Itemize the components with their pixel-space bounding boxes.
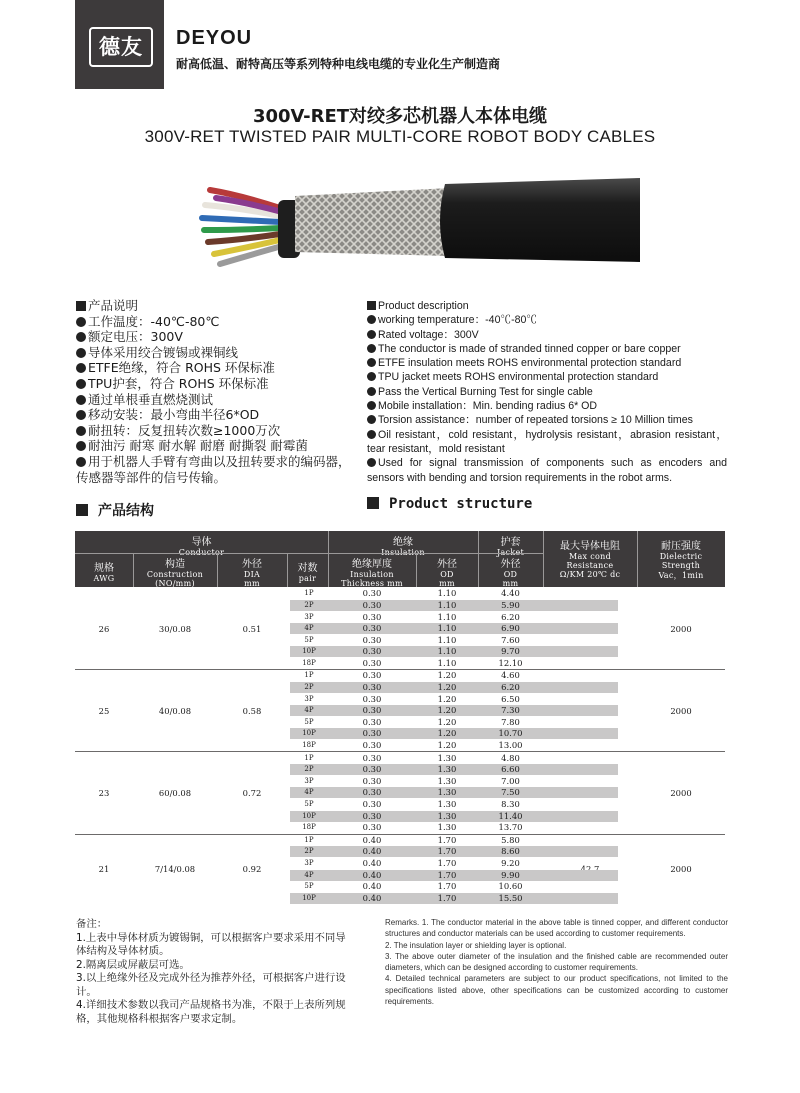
desc-en-item: TPU jacket meets ROHS environmental protection standard <box>367 370 727 384</box>
pair-cell: 10P <box>302 647 316 656</box>
table-row <box>290 682 618 693</box>
table-row <box>290 588 618 599</box>
table-row <box>290 705 618 716</box>
pair-cell: 2P <box>304 600 314 609</box>
jacket-od-cell: 13.00 <box>498 740 523 751</box>
insulation-od-cell: 1.20 <box>437 682 457 693</box>
desc-en-item: Pass the Vertical Burning Test for single cable <box>367 385 727 399</box>
thickness-cell: 0.30 <box>362 705 382 716</box>
insulation-od-cell: 1.10 <box>437 599 457 610</box>
insulation-od-cell: 1.30 <box>437 764 457 775</box>
desc-en-item: ETFE insulation meets ROHS environmental protection standard <box>367 356 727 370</box>
table-row <box>290 881 618 892</box>
table-row <box>290 658 618 669</box>
pair-cell: 18P <box>302 823 316 832</box>
bullet-icon <box>76 441 86 451</box>
table-row <box>290 717 618 728</box>
thickness-cell: 0.30 <box>362 822 382 833</box>
pair-cell: 10P <box>302 893 316 902</box>
desc-en-item: Rated voltage：300V <box>367 328 727 342</box>
remark-item: 2. The insulation layer or shielding layer is optional. <box>385 940 567 950</box>
table-row <box>290 623 618 634</box>
table-group <box>75 588 725 670</box>
jacket-od-cell: 7.30 <box>501 705 520 716</box>
bullet-icon <box>367 458 376 467</box>
thickness-cell: 0.30 <box>362 611 382 622</box>
logo <box>75 0 164 89</box>
pair-cell: 1P <box>304 753 314 762</box>
insulation-od-cell: 1.10 <box>437 657 457 668</box>
pair-cell: 5P <box>304 882 314 891</box>
insulation-od-cell: 1.70 <box>437 834 457 845</box>
bullet-icon <box>367 387 376 396</box>
bullet-icon <box>76 426 86 436</box>
header-jacket-od: 外径 OD mm <box>500 559 521 588</box>
pair-cell: 4P <box>304 624 314 633</box>
bullet-icon <box>76 317 86 327</box>
desc-en-item: Torsion assistance：number of repeated torsions ≥ 10 Million times <box>367 413 727 427</box>
desc-cn-item: 额定电压：300V <box>76 329 356 345</box>
thickness-cell: 0.30 <box>362 634 382 645</box>
construction-cell: 60/0.08 <box>158 787 192 798</box>
insulation-od-cell: 1.70 <box>437 846 457 857</box>
desc-cn-item: 耐油污 耐寒 耐水解 耐磨 耐撕裂 耐霉菌 <box>76 438 356 454</box>
header-awg: 规格 AWG <box>93 563 115 583</box>
bullet-icon <box>76 379 86 389</box>
bullet-icon <box>367 372 376 381</box>
insulation-od-cell: 1.70 <box>437 869 457 880</box>
table-row <box>290 600 618 611</box>
remark-item: 4. Detailed technical parameters are subject to our product specifications, not limited to the specifications listed above, other specifications can be customized according to customer requirements. <box>385 974 728 1007</box>
desc-en-item: Oil resistant，cold resistant，hydrolysis resistant，abrasion resistant，tear resistant，mold resistant <box>367 428 727 455</box>
pair-cell: 5P <box>304 800 314 809</box>
pair-cell: 1P <box>304 671 314 680</box>
jacket-od-cell: 7.50 <box>501 787 520 798</box>
bullet-icon <box>76 457 86 467</box>
table-row <box>290 612 618 623</box>
dia-cell: 0.92 <box>242 864 262 875</box>
pair-cell: 18P <box>302 658 316 667</box>
remarks-english <box>385 917 728 1007</box>
pair-cell: 1P <box>304 835 314 844</box>
jacket-od-cell: 5.90 <box>501 599 520 610</box>
thickness-cell: 0.40 <box>362 869 382 880</box>
table-row <box>290 799 618 810</box>
insulation-od-cell: 1.30 <box>437 775 457 786</box>
bullet-icon <box>76 348 86 358</box>
header-resistance: 最大导体电阻 Max cond Resistance Ω/KM 20℃ dc <box>559 541 621 579</box>
table-row <box>290 753 618 764</box>
thickness-cell: 0.30 <box>362 728 382 739</box>
strength-cell: 2000 <box>670 623 692 634</box>
insulation-od-cell: 1.30 <box>437 822 457 833</box>
construction-cell: 30/0.08 <box>158 623 192 634</box>
bullet-icon <box>367 401 376 410</box>
thickness-cell: 0.30 <box>362 670 382 681</box>
insulation-od-cell: 1.10 <box>437 646 457 657</box>
insulation-od-cell: 1.20 <box>437 728 457 739</box>
bullet-icon <box>76 332 86 342</box>
insulation-od-cell: 1.20 <box>437 693 457 704</box>
section-heading-english: Product structure <box>367 496 532 512</box>
table-row <box>290 870 618 881</box>
thickness-cell: 0.30 <box>362 657 382 668</box>
jacket-od-cell: 4.80 <box>501 752 520 763</box>
pair-cell: 2P <box>304 683 314 692</box>
bullet-icon <box>76 363 86 373</box>
thickness-cell: 0.40 <box>362 834 382 845</box>
desc-en-item: Used for signal transmission of components such as encoders and sensors with bending and torsion requirements in the robot arms. <box>367 457 727 484</box>
jacket-od-cell: 10.60 <box>498 881 523 892</box>
insulation-od-cell: 1.20 <box>437 716 457 727</box>
pair-cell: 3P <box>304 612 314 621</box>
desc-en-item: Mobile installation：Min. bending radius 6* OD <box>367 399 727 413</box>
strength-cell: 2000 <box>670 787 692 798</box>
table-header <box>75 531 725 587</box>
remark-item: 2.隔离层或屏蔽层可选。 <box>76 958 190 971</box>
jacket-od-cell: 8.60 <box>501 846 520 857</box>
remark-item: Remarks. 1. The conductor material in the above table is tinned copper, and different conductor structures and conductor materials can be used according to customer requirements. <box>385 918 728 939</box>
insulation-od-cell: 1.10 <box>437 588 457 599</box>
pair-cell: 2P <box>304 847 314 856</box>
jacket-od-cell: 6.20 <box>501 611 520 622</box>
jacket-od-cell: 10.70 <box>498 728 523 739</box>
thickness-cell: 0.30 <box>362 599 382 610</box>
table-group <box>75 752 725 834</box>
header-jacket: 护套 <box>500 537 521 548</box>
thickness-cell: 0.30 <box>362 740 382 751</box>
strength-cell: 2000 <box>670 705 692 716</box>
insulation-od-cell: 1.20 <box>437 740 457 751</box>
bullet-icon <box>76 410 86 420</box>
jacket-od-cell: 9.20 <box>501 858 520 869</box>
awg-cell: 23 <box>98 787 110 798</box>
table-row <box>290 670 618 681</box>
remark-item: 1.上表中导体材质为镀锡铜，可以根据客户要求采用不同导体结构及导体材质。 <box>76 931 346 957</box>
pair-cell: 18P <box>302 741 316 750</box>
bullet-icon <box>367 315 376 324</box>
desc-cn-item: ETFE绝缘，符合 ROHS 环保标准 <box>76 360 356 376</box>
desc-cn-item: 用于机器人手臂有弯曲以及扭转要求的编码器，传感器等部件的信号传输。 <box>76 453 351 485</box>
desc-cn-heading: 产品说明 <box>76 298 356 314</box>
construction-cell: 7/14/0.08 <box>154 864 196 875</box>
insulation-od-cell: 1.70 <box>437 892 457 903</box>
thickness-cell: 0.30 <box>362 799 382 810</box>
jacket-od-cell: 6.20 <box>501 682 520 693</box>
section-heading-chinese: 产品结构 <box>76 500 154 520</box>
table-row <box>290 787 618 798</box>
jacket-od-cell: 9.70 <box>501 646 520 657</box>
table-row <box>290 846 618 857</box>
thickness-cell: 0.30 <box>362 764 382 775</box>
jacket-od-cell: 9.90 <box>501 869 520 880</box>
insulation-od-cell: 1.10 <box>437 611 457 622</box>
thickness-cell: 0.30 <box>362 693 382 704</box>
thickness-cell: 0.30 <box>362 716 382 727</box>
description-chinese <box>76 298 356 485</box>
thickness-cell: 0.40 <box>362 846 382 857</box>
table-row <box>290 694 618 705</box>
remarks-heading: 备注： <box>76 918 108 930</box>
thickness-cell: 0.30 <box>362 682 382 693</box>
tagline: 耐高低温、耐特高压等系列特种电线电缆的专业化生产制造商 <box>176 57 501 71</box>
insulation-od-cell: 1.10 <box>437 623 457 634</box>
desc-en-item: working temperature：-40℃-80℃ <box>367 313 727 327</box>
table-row <box>290 822 618 833</box>
pair-cell: 10P <box>302 729 316 738</box>
header-thickness: 绝缘厚度 Insulation Thickness mm <box>341 559 403 588</box>
jacket-od-cell: 6.50 <box>501 693 520 704</box>
thickness-cell: 0.30 <box>362 646 382 657</box>
jacket-od-cell: 6.60 <box>501 764 520 775</box>
jacket-od-cell: 15.50 <box>498 892 523 903</box>
pair-cell: 3P <box>304 859 314 868</box>
jacket-od-cell: 7.80 <box>501 716 520 727</box>
pair-cell: 10P <box>302 811 316 820</box>
awg-cell: 25 <box>98 705 110 716</box>
jacket-od-cell: 13.70 <box>498 822 523 833</box>
header-pair: 对数 pair <box>297 563 318 583</box>
header-construction: 构造 Construction (NO/mm) <box>146 559 204 588</box>
remark-item: 4.详细技术参数以我司产品规格书为准，不限于上表所列规格，其他规格科根据客户要求定制。 <box>76 999 346 1025</box>
awg-cell: 26 <box>98 623 110 634</box>
bullet-icon <box>76 395 86 405</box>
insulation-od-cell: 1.30 <box>437 787 457 798</box>
strength-cell: 2000 <box>670 864 692 875</box>
dia-cell: 0.72 <box>242 787 262 798</box>
header-insulation-od: 外径 OD mm <box>437 559 457 588</box>
remark-item: 3.以上绝缘外径及完成外径为推荐外径，可根据客户进行设计。 <box>76 972 346 998</box>
insulation-od-cell: 1.10 <box>437 634 457 645</box>
insulation-od-cell: 1.70 <box>437 858 457 869</box>
logo-text: 德友 <box>89 27 153 67</box>
remarks-chinese <box>76 918 356 1026</box>
dia-cell: 0.58 <box>242 705 262 716</box>
jacket-od-cell: 4.40 <box>501 588 520 599</box>
header-insulation: 绝缘 <box>393 537 413 548</box>
thickness-cell: 0.30 <box>362 810 382 821</box>
square-bullet-icon <box>76 504 88 516</box>
desc-en-heading: Product description <box>367 299 727 313</box>
desc-cn-item: 通过单根垂直燃烧测试 <box>76 392 356 408</box>
table-row <box>290 893 618 904</box>
table-row <box>290 811 618 822</box>
jacket-od-cell: 7.60 <box>501 634 520 645</box>
insulation-od-cell: 1.30 <box>437 752 457 763</box>
thickness-cell: 0.40 <box>362 892 382 903</box>
remark-item: 3. The above outer diameter of the insulation and the finished cable are recommended outer diameters, which can be designed according to customer requirements. <box>385 951 728 973</box>
jacket-od-cell: 12.10 <box>498 657 523 668</box>
pair-cell: 5P <box>304 717 314 726</box>
bullet-icon <box>367 344 376 353</box>
pair-cell: 5P <box>304 635 314 644</box>
table-row <box>290 764 618 775</box>
table-row <box>290 635 618 646</box>
title-english: 300V-RET TWISTED PAIR MULTI-CORE ROBOT BODY CABLES <box>144 127 656 146</box>
table-group <box>75 835 725 906</box>
insulation-od-cell: 1.30 <box>437 799 457 810</box>
thickness-cell: 0.40 <box>362 858 382 869</box>
thickness-cell: 0.30 <box>362 787 382 798</box>
header-conductor: 导体 <box>191 537 212 548</box>
desc-cn-item: TPU护套，符合 ROHS 环保标准 <box>76 376 356 392</box>
desc-cn-item: 导体采用绞合镀锡或裸铜线 <box>76 345 356 361</box>
pair-cell: 1P <box>304 589 314 598</box>
bullet-icon <box>367 430 376 439</box>
insulation-od-cell: 1.30 <box>437 810 457 821</box>
jacket-od-cell: 4.60 <box>501 670 520 681</box>
thickness-cell: 0.30 <box>362 588 382 599</box>
description-english <box>367 299 727 485</box>
insulation-od-cell: 1.70 <box>437 881 457 892</box>
header-dia: 外径 DIA mm <box>242 559 262 588</box>
construction-cell: 40/0.08 <box>158 705 192 716</box>
desc-cn-item: 耐扭转：反复扭转次数≥1000万次 <box>76 423 356 439</box>
pair-cell: 4P <box>304 706 314 715</box>
jacket-od-cell: 5.80 <box>501 834 520 845</box>
awg-cell: 21 <box>98 864 110 875</box>
thickness-cell: 0.30 <box>362 775 382 786</box>
jacket-od-cell: 8.30 <box>501 799 520 810</box>
square-bullet-icon <box>367 497 379 509</box>
table-row <box>290 835 618 846</box>
table-row <box>290 740 618 751</box>
desc-en-item: The conductor is made of stranded tinned copper or bare copper <box>367 342 727 356</box>
brand-name: DEYOU <box>176 27 253 49</box>
bullet-icon <box>367 358 376 367</box>
jacket-od-cell: 6.90 <box>501 623 520 634</box>
bullet-icon <box>367 330 376 339</box>
jacket-od-cell: 11.40 <box>498 810 523 821</box>
table-group <box>75 670 725 752</box>
table-row <box>290 728 618 739</box>
square-bullet-icon <box>76 301 86 311</box>
insulation-od-cell: 1.20 <box>437 670 457 681</box>
thickness-cell: 0.40 <box>362 881 382 892</box>
table-row <box>290 776 618 787</box>
cable-image <box>190 160 640 285</box>
insulation-od-cell: 1.20 <box>437 705 457 716</box>
square-bullet-icon <box>367 301 376 310</box>
spec-table <box>75 588 725 906</box>
thickness-cell: 0.30 <box>362 752 382 763</box>
title-chinese: 300V-RET对绞多芯机器人本体电缆 <box>252 106 548 127</box>
desc-cn-item: 工作温度：-40℃-80℃ <box>76 314 356 330</box>
bullet-icon <box>367 415 376 424</box>
pair-cell: 3P <box>304 776 314 785</box>
desc-cn-item: 移动安装：最小弯曲半径6*OD <box>76 407 356 423</box>
header-strength: 耐压强度 Dielectric Strength Vac，1min <box>658 541 704 580</box>
table-row <box>290 646 618 657</box>
thickness-cell: 0.30 <box>362 623 382 634</box>
pair-cell: 3P <box>304 694 314 703</box>
pair-cell: 4P <box>304 788 314 797</box>
table-row <box>290 858 618 869</box>
jacket-od-cell: 7.00 <box>501 775 520 786</box>
pair-cell: 2P <box>304 765 314 774</box>
pair-cell: 4P <box>304 870 314 879</box>
dia-cell: 0.51 <box>242 623 262 634</box>
